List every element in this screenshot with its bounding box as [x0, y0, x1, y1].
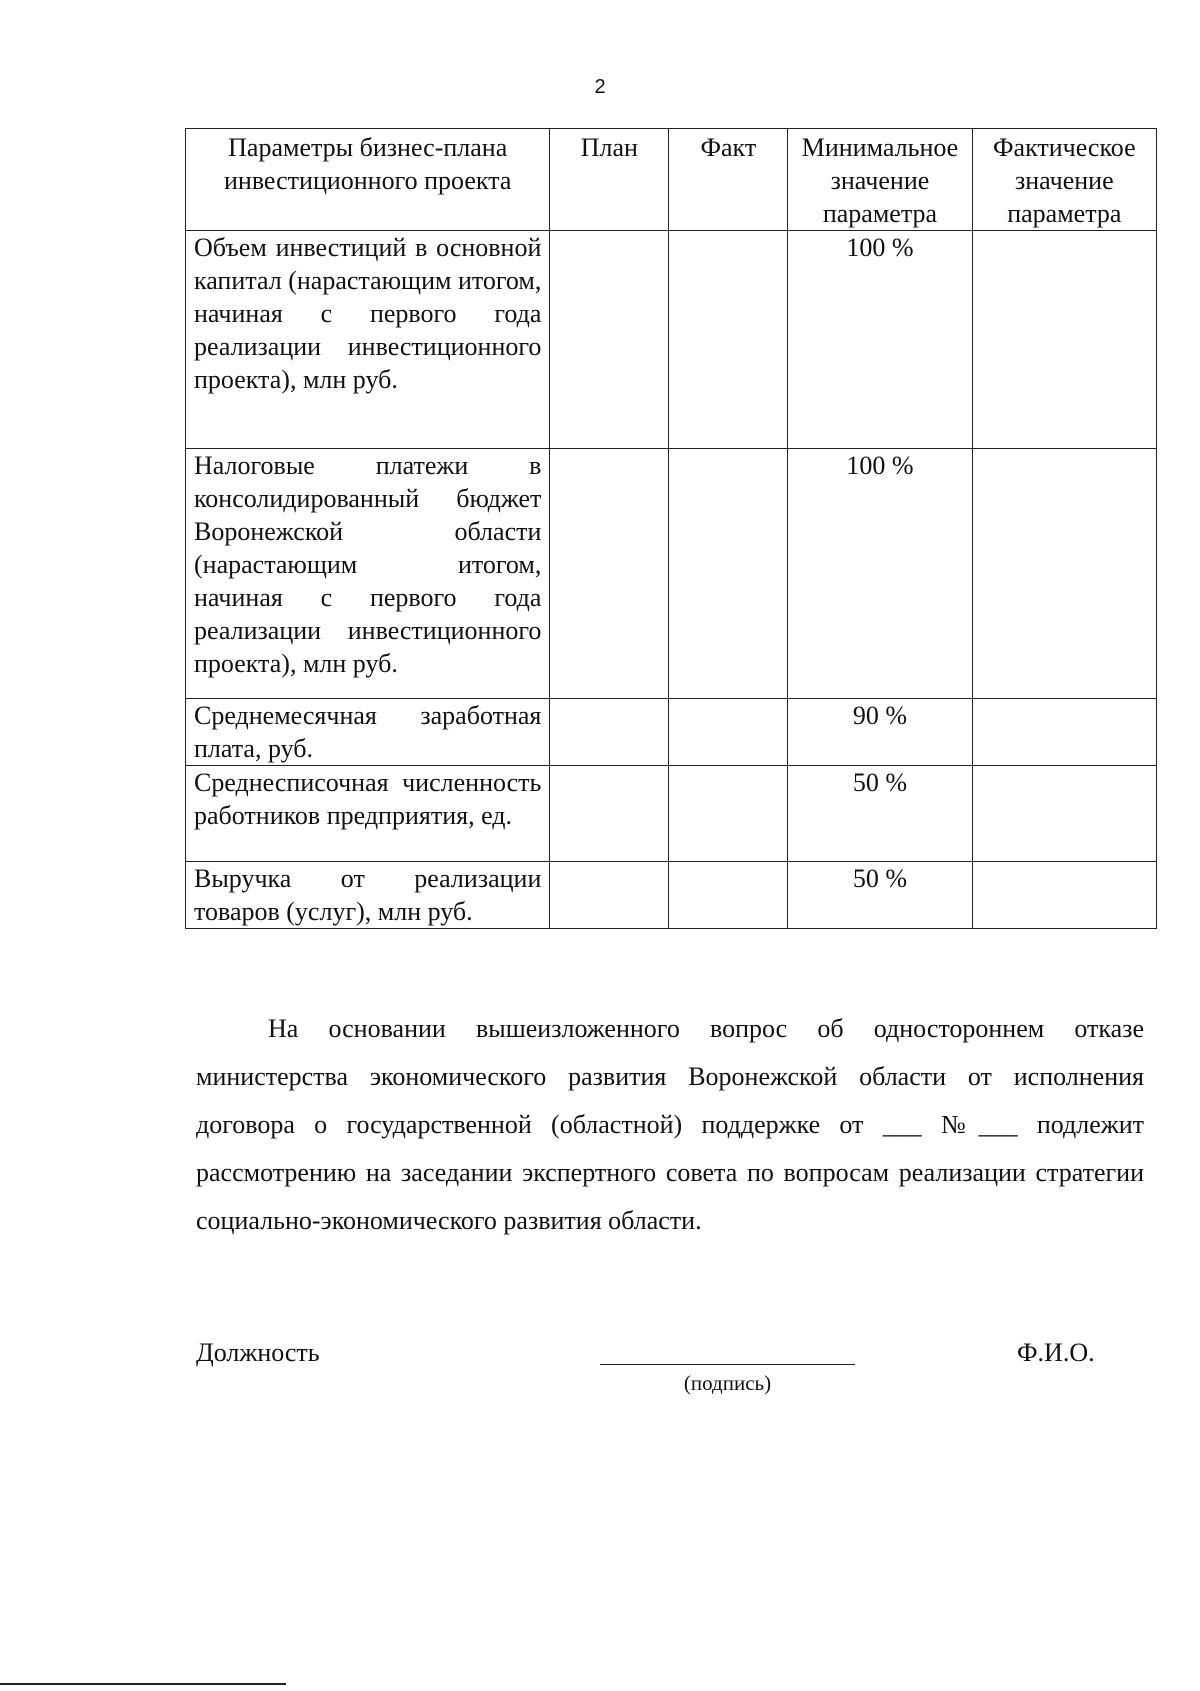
row-plan — [550, 231, 669, 449]
table-row — [186, 699, 1157, 766]
signature-caption: (подпись) — [683, 1371, 772, 1395]
page-number: 2 — [594, 76, 606, 98]
header-min-value: Минимальное значение параметра — [788, 129, 972, 231]
row-min-value: 90 % — [788, 699, 972, 766]
row-plan — [550, 449, 669, 699]
row-fact — [669, 766, 788, 862]
row-parameter: Среднемесячная заработная плата, руб. — [186, 699, 550, 766]
row-actual-value — [972, 699, 1156, 766]
table-row — [186, 766, 1157, 862]
signature-line — [600, 1364, 855, 1365]
row-fact — [669, 231, 788, 449]
table-row — [186, 231, 1157, 449]
row-fact — [669, 449, 788, 699]
row-actual-value — [972, 766, 1156, 862]
table-header-row — [186, 129, 1157, 231]
header-fact: Факт — [669, 129, 788, 231]
row-fact — [669, 699, 788, 766]
row-min-value: 100 % — [788, 449, 972, 699]
header-plan: План — [550, 129, 669, 231]
body-paragraph-block — [196, 1005, 1144, 1245]
row-fact — [669, 862, 788, 929]
row-actual-value — [972, 231, 1156, 449]
table-row — [186, 449, 1157, 699]
signature-position-label: Должность — [196, 1338, 320, 1367]
row-parameter: Выручка от реализации товаров (услуг), млн руб. — [186, 862, 550, 929]
row-min-value: 50 % — [788, 766, 972, 862]
parameters-table — [185, 128, 1157, 929]
table-row — [186, 862, 1157, 929]
row-min-value: 100 % — [788, 231, 972, 449]
row-plan — [550, 699, 669, 766]
row-plan — [550, 862, 669, 929]
signature-name-label: Ф.И.О. — [1017, 1338, 1095, 1367]
row-parameter: Объем инвестиций в основной капитал (нарастающим итогом, начиная с первого года реализации инвестиционного проекта), млн руб. — [186, 231, 550, 449]
body-paragraph: На основании вышеизложенного вопрос об одностороннем отказе министерства экономического развития Воронежской области от исполнения договора о государственной (областной) поддержке от ___ №___ подлежит рассмотрению на заседании экспертного совета по вопросам реализации стратегии социально-экономического развития области. — [196, 1014, 1144, 1235]
row-plan — [550, 766, 669, 862]
row-min-value: 50 % — [788, 862, 972, 929]
row-actual-value — [972, 862, 1156, 929]
footnote-separator — [0, 1683, 286, 1685]
row-parameter: Налоговые платежи в консолидированный бюджет Воронежской области (нарастающим итогом, начиная с первого года реализации инвестиционного проекта), млн руб. — [186, 449, 550, 699]
header-parameters: Параметры бизнес-плана инвестиционного проекта — [186, 129, 550, 231]
header-actual-value: Фактическое значение параметра — [972, 129, 1156, 231]
row-parameter: Среднесписочная численность работников предприятия, ед. — [186, 766, 550, 862]
row-actual-value — [972, 449, 1156, 699]
